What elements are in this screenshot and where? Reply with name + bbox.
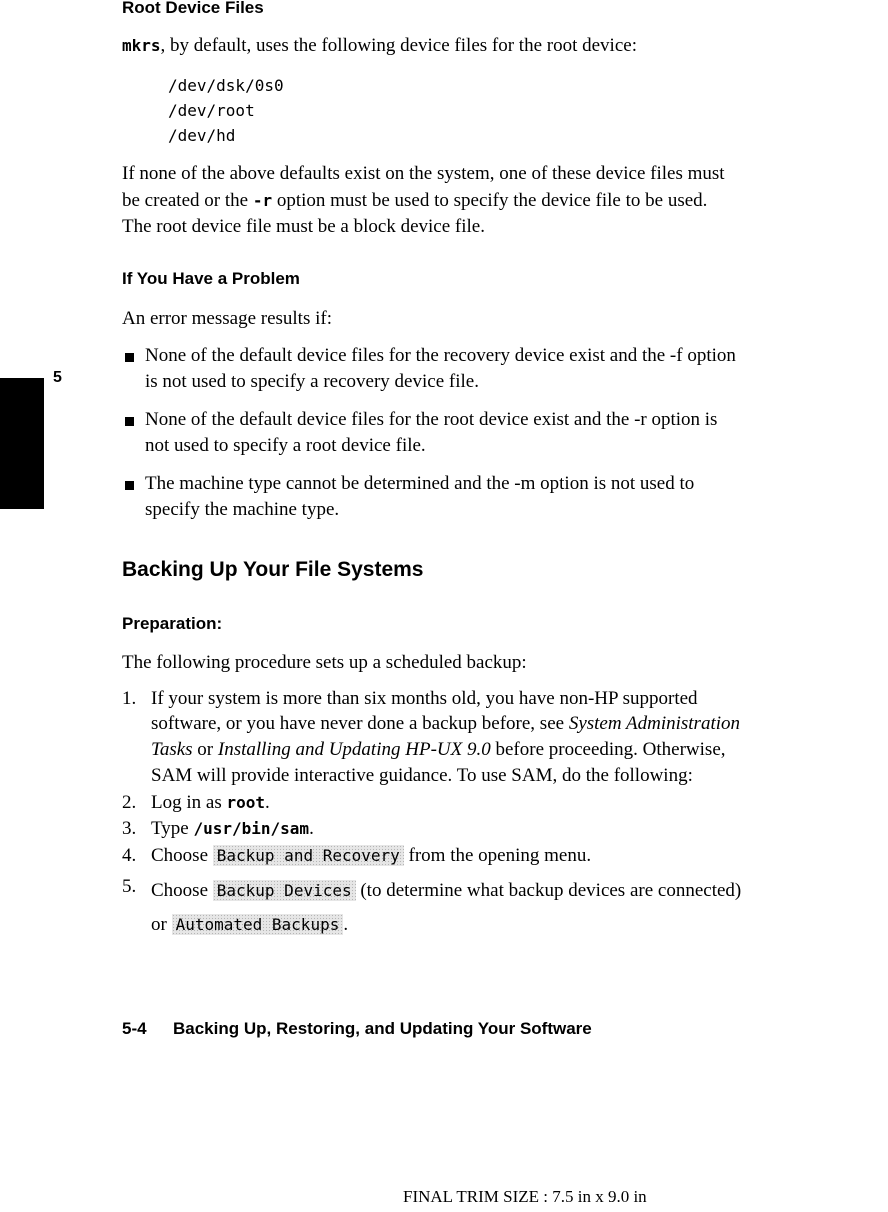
problem-bullet-line: is not used to specify a recovery device file. (145, 371, 479, 392)
backup-devices-key[interactable]: Backup Devices (213, 880, 356, 901)
problem-bullet-line: None of the default device files for the recovery device exist and the -f option (145, 345, 736, 366)
preparation-heading: Preparation: (122, 614, 223, 633)
root-device-intro: mkrs, by default, uses the following device files for the root device: (122, 35, 637, 56)
bullet-icon (125, 353, 134, 362)
book-title: Installing and Updating HP-UX 9.0 (217, 739, 491, 760)
root-device-para-line: The root device file must be a block device file. (122, 216, 485, 237)
footer-title: Backing Up, Restoring, and Updating Your Software (173, 1019, 592, 1038)
step-5-text: Choose Backup Devices (to determine what backup devices are connected) (151, 880, 742, 901)
problem-bullet-line: None of the default device files for the root device exist and the -r option is (145, 409, 718, 430)
step-4-text: Choose Backup and Recovery from the opening menu. (151, 845, 592, 866)
step-5-text-cont: or Automated Backups . (151, 914, 349, 935)
bullet-icon (125, 417, 134, 426)
backing-up-intro: The following procedure sets up a scheduled backup: (122, 652, 527, 673)
step-1-line: Tasks or Installing and Updating HP-UX 9.0 before proceeding. Otherwise, (151, 739, 726, 760)
root-login: root (226, 793, 265, 812)
backing-up-heading: Backing Up Your File Systems (122, 558, 424, 581)
problem-heading: If You Have a Problem (122, 269, 300, 288)
step-number: 2. (122, 792, 137, 813)
device-path: /dev/dsk/0s0 (168, 76, 284, 95)
bullet-icon (125, 481, 134, 490)
step-1-line: If your system is more than six months old, you have non-HP supported (151, 688, 698, 709)
device-path: /dev/hd (168, 126, 236, 145)
chapter-tab (0, 378, 44, 509)
mkrs-command: mkrs (122, 36, 161, 55)
step-number: 1. (122, 688, 137, 709)
root-device-para-line: be created or the -r option must be used to specify the device file to be used. (122, 190, 708, 211)
book-title: Tasks (151, 739, 193, 760)
step-3-text: Type /usr/bin/sam. (151, 818, 314, 839)
problem-bullet-line: not used to specify a root device file. (145, 435, 426, 456)
book-title: System Administration (568, 713, 741, 734)
automated-backups-key[interactable]: Automated Backups (172, 914, 344, 935)
backup-and-recovery-key[interactable]: Backup and Recovery (213, 845, 404, 866)
step-2-text: Log in as root. (151, 792, 270, 813)
trim-size-note: FINAL TRIM SIZE : 7.5 in x 9.0 in (403, 1187, 647, 1206)
root-device-heading: Root Device Files (122, 0, 264, 17)
step-1-line: software, or you have never done a backup before, see System Administration (151, 713, 741, 734)
chapter-number: 5 (53, 369, 62, 386)
step-1-line: SAM will provide interactive guidance. To use SAM, do the following: (151, 765, 693, 786)
step-number: 3. (122, 818, 137, 839)
r-option: -r (252, 191, 273, 210)
problem-intro: An error message results if: (122, 308, 332, 329)
step-number: 5. (122, 876, 137, 897)
device-path: /dev/root (168, 101, 255, 120)
root-device-para-line: If none of the above defaults exist on the system, one of these device files must (122, 163, 725, 184)
problem-bullet-line: The machine type cannot be determined and the -m option is not used to (145, 473, 695, 494)
sam-command: /usr/bin/sam (193, 819, 310, 838)
footer-page-number: 5-4 (122, 1019, 147, 1038)
problem-bullet-line: specify the machine type. (145, 499, 340, 520)
step-number: 4. (122, 845, 137, 866)
